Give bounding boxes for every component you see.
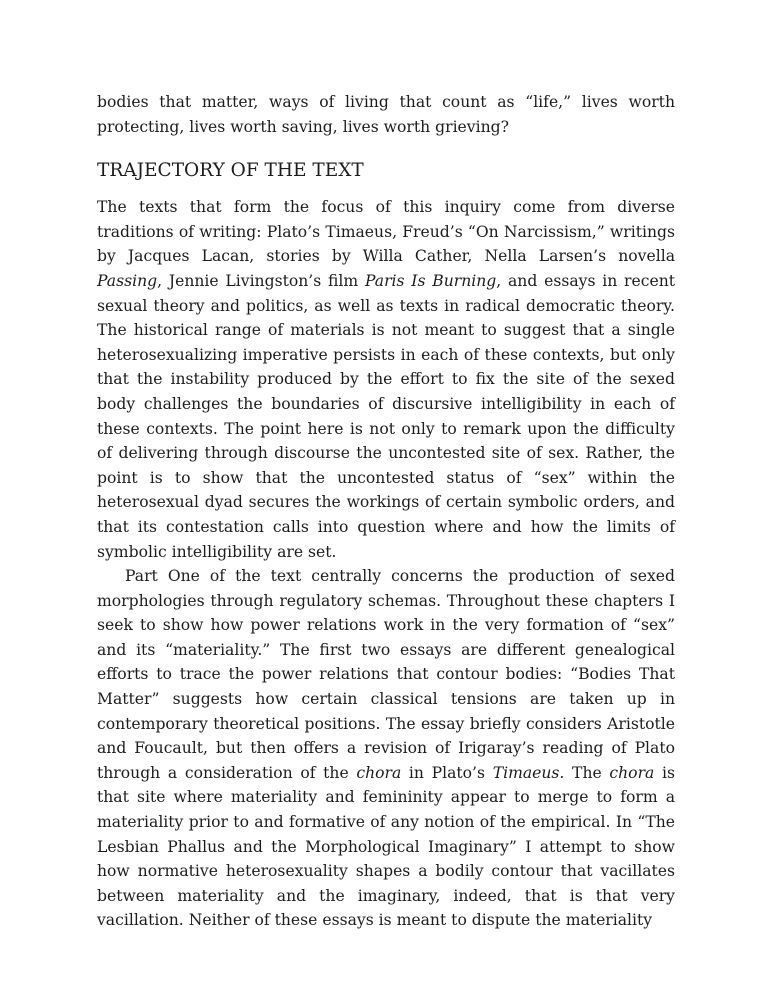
section-heading: TRAJECTORY OF THE TEXT xyxy=(97,160,364,182)
paragraph-1-text-b: , Jennie Livingston’s film xyxy=(157,271,365,290)
document-page xyxy=(97,90,675,933)
title-timaeus: Timaeus. xyxy=(492,763,565,782)
opening-paragraph: bodies that matter, ways of living that count as “life,” lives worth protecting, lives worth saving, lives worth grieving? xyxy=(97,93,675,136)
title-paris-is-burning: Paris Is Burning xyxy=(364,271,497,290)
paragraph-2-text-c: The xyxy=(564,763,610,782)
term-chora-1: chora xyxy=(356,763,402,782)
paragraph-1-text-a: The texts that form the focus of this inquiry come from diverse traditions of writing: Plato’s Timaeus, Freud’s “On Narcissism,” writings by Jacques Lacan, stories by Willa Cather, Nella Larsen’s novella xyxy=(97,198,675,266)
paragraph-texts-focus xyxy=(97,195,675,564)
paragraph-2-text-a: Part One of the text centrally concerns the production of sexed morphologies through regulatory schemas. Throughout these chapters I seek to show how power relations work in the very formation of “sex” and its “materiality.” The first two essays are different genealogical efforts to trace the power relations that contour bodies: “Bodies That Matter” suggests how certain classical tensions are taken up in contemporary theoretical positions. The essay briefly considers Aristotle and Foucault, but then offers a revision of Irigaray’s reading of Plato through a consideration of the xyxy=(97,567,675,782)
title-passing: Passing xyxy=(97,271,158,290)
paragraph-2-text-b: in Plato’s xyxy=(401,763,493,782)
paragraph-1-text-c: , and essays in recent sexual theory and politics, as well as texts in radical democratic theory. The historical range of materials is not meant to suggest that a single heterosexualizing imperative persists in each of these contexts, but only that the instability produced by the effort to fix the site of the sexed body challenges the boundaries of discursive intelligibility in each of these contexts. The point here is not only to remark upon the difficulty of delivering through discourse the uncontested site of sex. Rather, the point is to show that the uncontested status of “sex” within the heterosexual dyad secures the workings of certain symbolic orders, and that its contestation calls into question where and how the limits of symbolic intelligibility are set. xyxy=(97,271,675,561)
paragraph-2-text-d: is that site where materiality and femininity appear to merge to form a materiality prior to and formative of any notion of the empirical. In “The Lesbian Phallus and the Morphological Imaginary” I attempt to show how normative heterosexuality shapes a bodily contour that vacillates between materiality and the imaginary, indeed, that is that very vacillation. Neither of these essays is meant to dispute the materiality xyxy=(97,763,675,930)
term-chora-2: chora xyxy=(609,763,655,782)
paragraph-part-one xyxy=(97,564,675,933)
